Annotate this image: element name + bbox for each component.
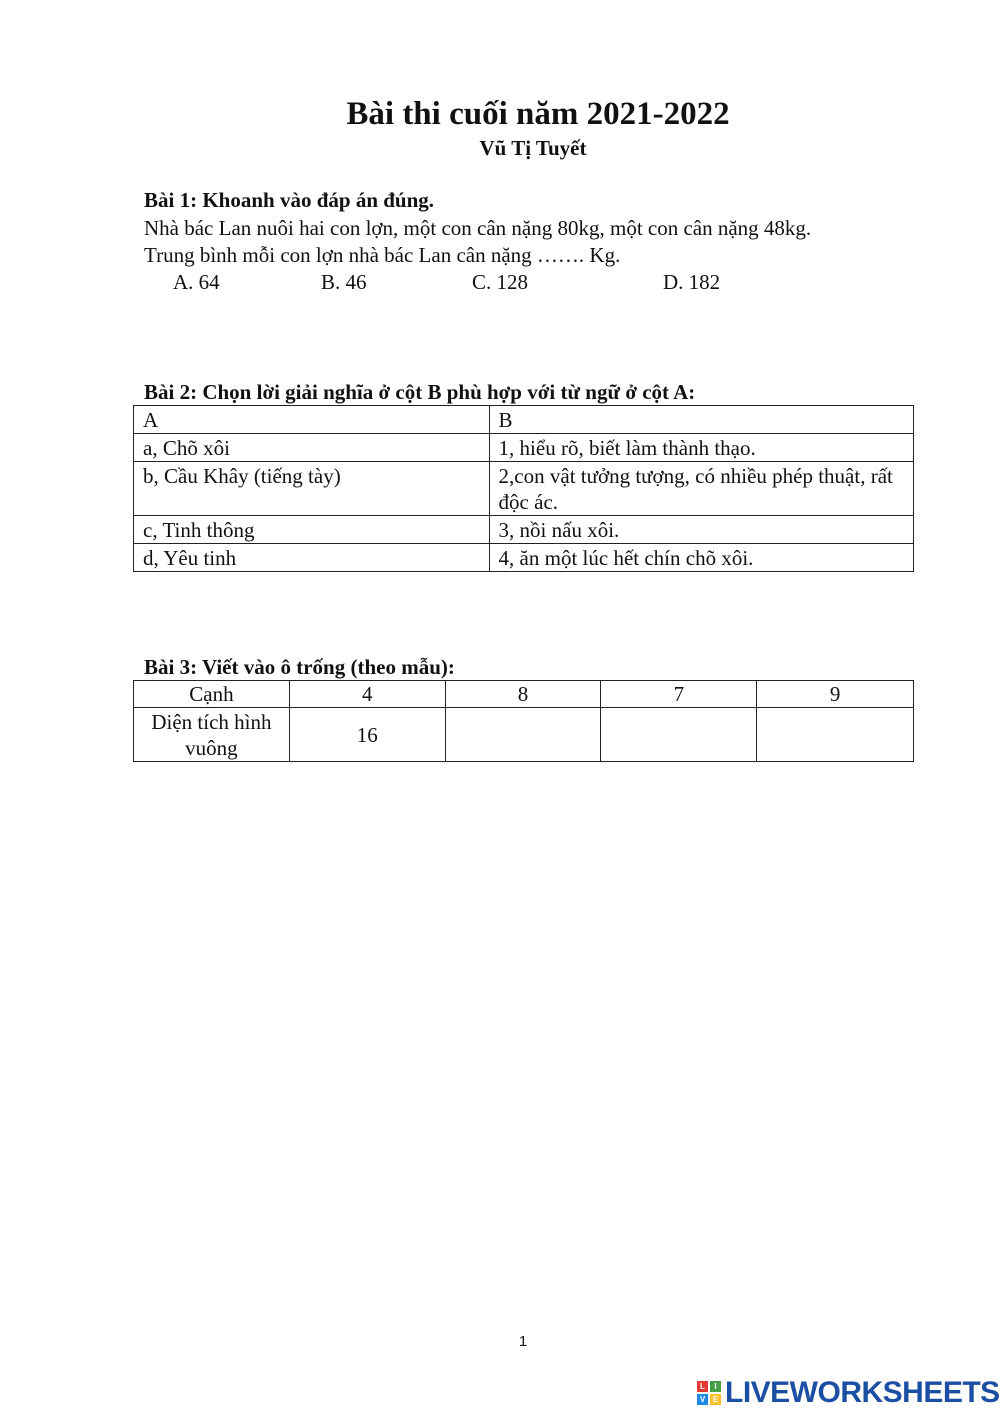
side-value-cell: 9	[757, 681, 914, 708]
definition-cell[interactable]: 3, nồi nấu xôi.	[489, 516, 913, 544]
table-row	[134, 462, 914, 516]
bai1-heading: Bài 1: Khoanh vào đáp án đúng.	[144, 188, 435, 212]
bai3-area-table	[133, 680, 914, 762]
term-cell[interactable]: d, Yêu tinh	[134, 544, 490, 572]
table-row	[134, 516, 914, 544]
page-number: 1	[518, 1333, 528, 1350]
area-answer-blank[interactable]	[445, 708, 601, 762]
bai2-heading: Bài 2: Chọn lời giải nghĩa ở cột B phù hợp với từ ngữ ở cột A:	[144, 380, 696, 404]
bai1-option-c[interactable]: C. 128	[472, 270, 529, 294]
bai2-matching-table	[133, 405, 914, 572]
column-b-header: B	[489, 406, 913, 434]
side-value-cell: 7	[601, 681, 757, 708]
logo-block: I	[710, 1381, 721, 1392]
bai1-option-b[interactable]: B. 46	[321, 270, 367, 294]
term-cell[interactable]: c, Tinh thông	[134, 516, 490, 544]
area-answer-blank[interactable]	[757, 708, 914, 762]
definition-cell[interactable]: 1, hiểu rõ, biết làm thành thạo.	[489, 434, 913, 462]
logo-block: V	[697, 1394, 708, 1405]
table-row	[134, 434, 914, 462]
brand-name: LIVEWORKSHEETS	[725, 1376, 1000, 1409]
side-label-cell: Cạnh	[134, 681, 290, 708]
logo-block: E	[710, 1394, 721, 1405]
term-cell[interactable]: b, Cầu Khây (tiếng tày)	[134, 462, 490, 516]
document-author: Vũ Tị Tuyết	[479, 136, 587, 160]
table-row-side	[134, 681, 914, 708]
table-header-row	[134, 406, 914, 434]
area-label-cell: Diện tích hình vuông	[134, 708, 290, 762]
table-row	[134, 544, 914, 572]
area-value-cell: 16	[289, 708, 445, 762]
side-value-cell: 8	[445, 681, 601, 708]
bai1-question-line1: Nhà bác Lan nuôi hai con lợn, một con cân nặng 80kg, một con cân nặng 48kg.	[144, 216, 812, 240]
logo-block: L	[697, 1381, 708, 1392]
definition-cell[interactable]: 4, ăn một lúc hết chín chõ xôi.	[489, 544, 913, 572]
document-title: Bài thi cuối năm 2021-2022	[346, 96, 730, 132]
column-a-header: A	[134, 406, 490, 434]
liveworksheets-logo	[697, 1378, 1000, 1408]
term-cell[interactable]: a, Chõ xôi	[134, 434, 490, 462]
bai1-option-a[interactable]: A. 64	[173, 270, 220, 294]
bai1-option-d[interactable]: D. 182	[663, 270, 721, 294]
bai1-question-line2: Trung bình mỗi con lợn nhà bác Lan cân nặng ……. Kg.	[144, 243, 621, 267]
area-answer-blank[interactable]	[601, 708, 757, 762]
definition-cell[interactable]: 2,con vật tưởng tượng, có nhiều phép thuật, rất độc ác.	[489, 462, 913, 516]
side-value-cell: 4	[289, 681, 445, 708]
bai3-heading: Bài 3: Viết vào ô trống (theo mẫu):	[144, 655, 455, 679]
table-row-area	[134, 708, 914, 762]
logo-blocks-icon	[697, 1381, 721, 1405]
